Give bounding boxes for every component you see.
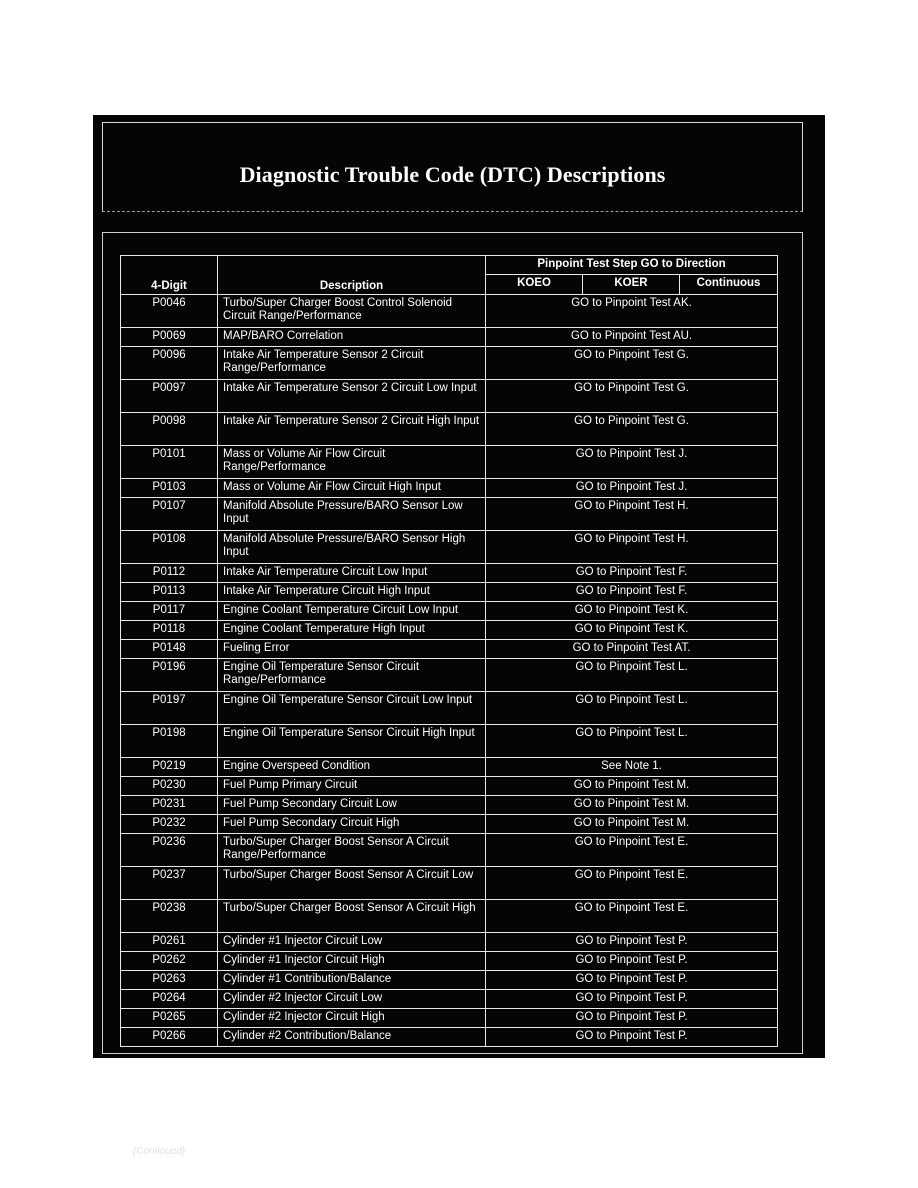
pinpoint-action: GO to Pinpoint Test H. xyxy=(486,498,778,531)
dtc-description: Cylinder #1 Contribution/Balance xyxy=(218,971,486,990)
pinpoint-action: GO to Pinpoint Test P. xyxy=(486,1028,778,1047)
pinpoint-action: GO to Pinpoint Test L. xyxy=(486,692,778,725)
header-continuous: Continuous xyxy=(680,275,778,295)
dtc-description: Intake Air Temperature Circuit Low Input xyxy=(218,564,486,583)
pinpoint-action: GO to Pinpoint Test E. xyxy=(486,867,778,900)
dtc-description: Turbo/Super Charger Boost Control Solenoid Circuit Range/Performance xyxy=(218,295,486,328)
pinpoint-action: GO to Pinpoint Test M. xyxy=(486,796,778,815)
table-row xyxy=(121,900,778,933)
table-row xyxy=(121,815,778,834)
pinpoint-action: GO to Pinpoint Test M. xyxy=(486,815,778,834)
dtc-description: Fueling Error xyxy=(218,640,486,659)
pinpoint-action: GO to Pinpoint Test J. xyxy=(486,446,778,479)
table-row xyxy=(121,1009,778,1028)
table-row xyxy=(121,834,778,867)
pinpoint-action: GO to Pinpoint Test P. xyxy=(486,1009,778,1028)
table-row xyxy=(121,498,778,531)
dtc-description: Fuel Pump Secondary Circuit Low xyxy=(218,796,486,815)
table-row xyxy=(121,640,778,659)
pinpoint-action: GO to Pinpoint Test P. xyxy=(486,990,778,1009)
dtc-description: Mass or Volume Air Flow Circuit Range/Performance xyxy=(218,446,486,479)
table-row xyxy=(121,564,778,583)
table-row xyxy=(121,621,778,640)
table-row xyxy=(121,971,778,990)
dtc-code: P0237 xyxy=(121,867,218,900)
dtc-code: P0117 xyxy=(121,602,218,621)
dtc-code: P0069 xyxy=(121,328,218,347)
dtc-description: Intake Air Temperature Sensor 2 Circuit High Input xyxy=(218,413,486,446)
pinpoint-action: GO to Pinpoint Test G. xyxy=(486,347,778,380)
dtc-description: Manifold Absolute Pressure/BARO Sensor Low Input xyxy=(218,498,486,531)
pinpoint-action: GO to Pinpoint Test P. xyxy=(486,933,778,952)
table-row xyxy=(121,380,778,413)
table-row xyxy=(121,867,778,900)
table-row xyxy=(121,328,778,347)
dtc-code: P0236 xyxy=(121,834,218,867)
header-pinpoint-group: Pinpoint Test Step GO to Direction xyxy=(486,256,778,275)
dtc-code: P0232 xyxy=(121,815,218,834)
table-row xyxy=(121,933,778,952)
dtc-code: P0096 xyxy=(121,347,218,380)
table-row xyxy=(121,413,778,446)
pinpoint-action: GO to Pinpoint Test E. xyxy=(486,900,778,933)
dtc-description: Engine Coolant Temperature Circuit Low Input xyxy=(218,602,486,621)
pinpoint-action: GO to Pinpoint Test P. xyxy=(486,971,778,990)
dtc-description: Fuel Pump Secondary Circuit High xyxy=(218,815,486,834)
dtc-code: P0101 xyxy=(121,446,218,479)
pinpoint-action: See Note 1. xyxy=(486,758,778,777)
pinpoint-action: GO to Pinpoint Test AT. xyxy=(486,640,778,659)
pinpoint-action: GO to Pinpoint Test G. xyxy=(486,380,778,413)
header-code: 4-Digit xyxy=(121,256,218,295)
table-row xyxy=(121,692,778,725)
dtc-code: P0219 xyxy=(121,758,218,777)
dtc-code: P0107 xyxy=(121,498,218,531)
continued-note: (Continued) xyxy=(133,1146,186,1157)
table-row xyxy=(121,796,778,815)
table-row xyxy=(121,952,778,971)
dtc-code: P0262 xyxy=(121,952,218,971)
pinpoint-action: GO to Pinpoint Test J. xyxy=(486,479,778,498)
header-koer: KOER xyxy=(583,275,680,295)
dtc-description: Engine Oil Temperature Sensor Circuit Low Input xyxy=(218,692,486,725)
pinpoint-action: GO to Pinpoint Test AK. xyxy=(486,295,778,328)
dtc-code: P0264 xyxy=(121,990,218,1009)
table-row xyxy=(121,1028,778,1047)
dtc-description: Cylinder #1 Injector Circuit Low xyxy=(218,933,486,952)
dtc-description: Manifold Absolute Pressure/BARO Sensor High Input xyxy=(218,531,486,564)
pinpoint-action: GO to Pinpoint Test L. xyxy=(486,725,778,758)
pinpoint-action: GO to Pinpoint Test AU. xyxy=(486,328,778,347)
dtc-description: Cylinder #2 Injector Circuit Low xyxy=(218,990,486,1009)
header-description: Description xyxy=(218,256,486,295)
dtc-code: P0118 xyxy=(121,621,218,640)
dtc-code: P0238 xyxy=(121,900,218,933)
dtc-description: Intake Air Temperature Sensor 2 Circuit Low Input xyxy=(218,380,486,413)
dtc-description: Intake Air Temperature Circuit High Input xyxy=(218,583,486,602)
dtc-description: Engine Oil Temperature Sensor Circuit High Input xyxy=(218,725,486,758)
dtc-code: P0196 xyxy=(121,659,218,692)
dtc-code: P0097 xyxy=(121,380,218,413)
pinpoint-action: GO to Pinpoint Test H. xyxy=(486,531,778,564)
dtc-code: P0148 xyxy=(121,640,218,659)
dtc-description: Engine Oil Temperature Sensor Circuit Range/Performance xyxy=(218,659,486,692)
dtc-code: P0113 xyxy=(121,583,218,602)
dtc-code: P0263 xyxy=(121,971,218,990)
table-row xyxy=(121,758,778,777)
dtc-description: Mass or Volume Air Flow Circuit High Input xyxy=(218,479,486,498)
dtc-code: P0112 xyxy=(121,564,218,583)
dtc-table-body xyxy=(121,295,778,1047)
dtc-code: P0103 xyxy=(121,479,218,498)
dtc-description: Engine Overspeed Condition xyxy=(218,758,486,777)
dtc-description: Cylinder #2 Contribution/Balance xyxy=(218,1028,486,1047)
dtc-code: P0098 xyxy=(121,413,218,446)
table-row xyxy=(121,347,778,380)
dtc-description: Cylinder #2 Injector Circuit High xyxy=(218,1009,486,1028)
pinpoint-action: GO to Pinpoint Test E. xyxy=(486,834,778,867)
dtc-description: MAP/BARO Correlation xyxy=(218,328,486,347)
header-koeo: KOEO xyxy=(486,275,583,295)
dtc-description: Intake Air Temperature Sensor 2 Circuit Range/Performance xyxy=(218,347,486,380)
dtc-code: P0197 xyxy=(121,692,218,725)
pinpoint-action: GO to Pinpoint Test K. xyxy=(486,602,778,621)
pinpoint-action: GO to Pinpoint Test L. xyxy=(486,659,778,692)
dtc-code: P0231 xyxy=(121,796,218,815)
table-row xyxy=(121,777,778,796)
pinpoint-action: GO to Pinpoint Test M. xyxy=(486,777,778,796)
dtc-description: Fuel Pump Primary Circuit xyxy=(218,777,486,796)
dtc-table xyxy=(120,255,778,1047)
dtc-description: Engine Coolant Temperature High Input xyxy=(218,621,486,640)
dtc-code: P0198 xyxy=(121,725,218,758)
pinpoint-action: GO to Pinpoint Test P. xyxy=(486,952,778,971)
table-row xyxy=(121,583,778,602)
title-frame xyxy=(102,122,803,212)
table-row xyxy=(121,990,778,1009)
table-frame xyxy=(102,232,803,1157)
dtc-code: P0046 xyxy=(121,295,218,328)
dtc-code: P0265 xyxy=(121,1009,218,1028)
scanned-page xyxy=(93,115,825,1157)
table-row xyxy=(121,725,778,758)
dtc-code: P0261 xyxy=(121,933,218,952)
pinpoint-action: GO to Pinpoint Test G. xyxy=(486,413,778,446)
pinpoint-action: GO to Pinpoint Test F. xyxy=(486,564,778,583)
table-row xyxy=(121,602,778,621)
table-row xyxy=(121,479,778,498)
dtc-description: Turbo/Super Charger Boost Sensor A Circuit High xyxy=(218,900,486,933)
pinpoint-action: GO to Pinpoint Test F. xyxy=(486,583,778,602)
dtc-code: P0108 xyxy=(121,531,218,564)
dtc-description: Cylinder #1 Injector Circuit High xyxy=(218,952,486,971)
table-row xyxy=(121,295,778,328)
table-row xyxy=(121,531,778,564)
table-row xyxy=(121,659,778,692)
table-row xyxy=(121,446,778,479)
page-title: Diagnostic Trouble Code (DTC) Descriptions xyxy=(239,162,666,187)
dtc-description: Turbo/Super Charger Boost Sensor A Circuit Range/Performance xyxy=(218,834,486,867)
dtc-description: Turbo/Super Charger Boost Sensor A Circuit Low xyxy=(218,867,486,900)
dtc-code: P0230 xyxy=(121,777,218,796)
pinpoint-action: GO to Pinpoint Test K. xyxy=(486,621,778,640)
dtc-code: P0266 xyxy=(121,1028,218,1047)
